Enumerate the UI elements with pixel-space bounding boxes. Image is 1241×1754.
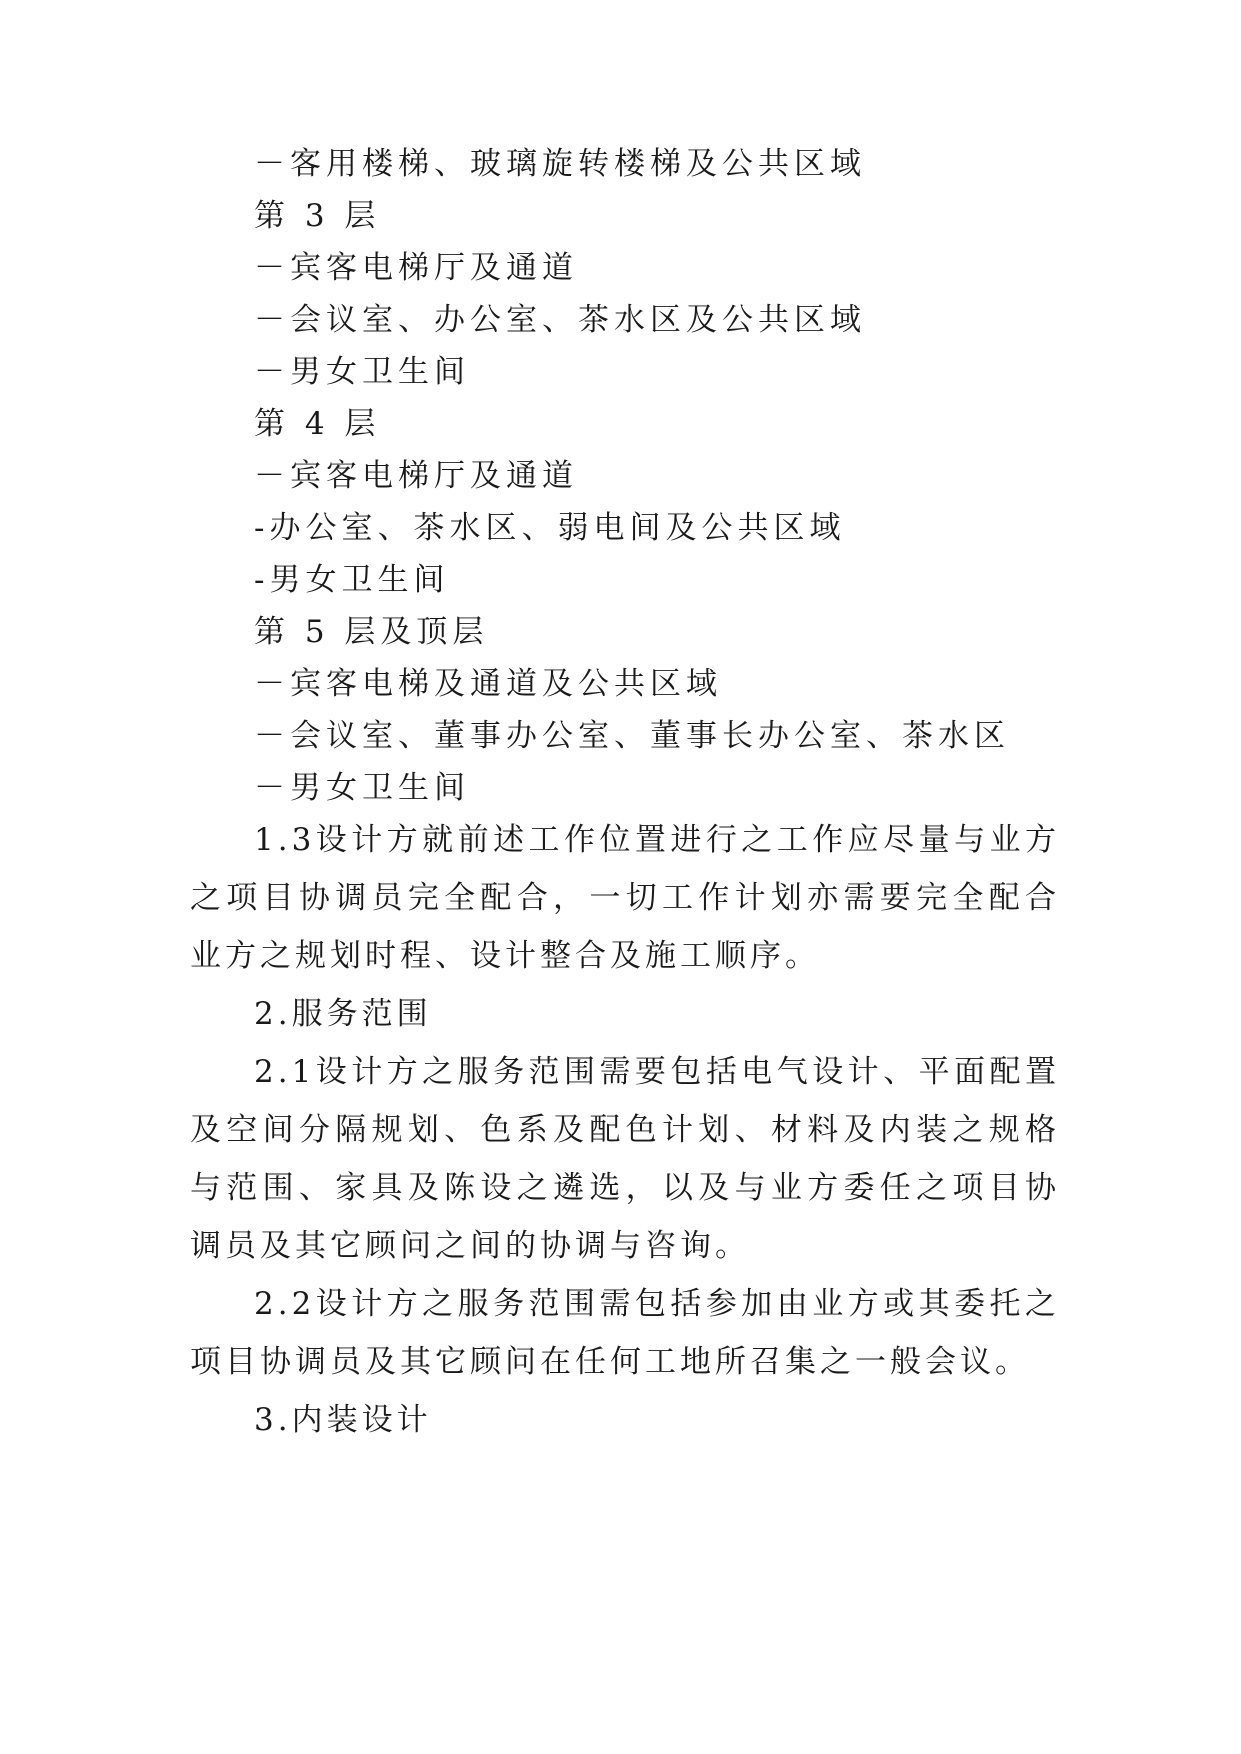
list-item: －客用楼梯、玻璃旋转楼梯及公共区域 [254,146,866,182]
list-item: －会议室、董事办公室、董事长办公室、茶水区 [254,718,1010,754]
paragraph-2-2: 2.2设计方之服务范围需包括参加由业方或其委托之项目协调员及其它顾问在任何工地所召集之一般会议。 [190,1286,1060,1380]
floor-heading: 第 5 层及顶层 [254,614,489,650]
list-item: －男女卫生间 [254,770,470,806]
paragraph-1-3: 1.3设计方就前述工作位置进行之工作应尽量与业方之项目协调员完全配合，一切工作计划亦需要完全配合业方之规划时程、设计整合及施工顺序。 [190,822,1060,974]
paragraph-2-1: 2.1设计方之服务范围需要包括电气设计、平面配置及空间分隔规划、色系及配色计划、材料及内装之规格与范围、家具及陈设之遴选，以及与业方委任之项目协调员及其它顾问之间的协调与咨询。 [190,1054,1060,1264]
list-item: －宾客电梯厅及通道 [254,458,578,494]
list-item: －宾客电梯及通道及公共区域 [254,666,722,702]
list-item: －男女卫生间 [254,354,470,390]
list-item: -办公室、茶水区、弱电间及公共区域 [254,510,846,546]
section-heading-3: 3.内装设计 [254,1402,432,1438]
floor-heading: 第 4 层 [254,406,381,442]
list-item: －会议室、办公室、茶水区及公共区域 [254,302,866,338]
section-heading-2: 2.服务范围 [254,996,432,1032]
list-item: －宾客电梯厅及通道 [254,250,578,286]
list-item: -男女卫生间 [254,562,450,598]
floor-heading: 第 3 层 [254,198,381,234]
